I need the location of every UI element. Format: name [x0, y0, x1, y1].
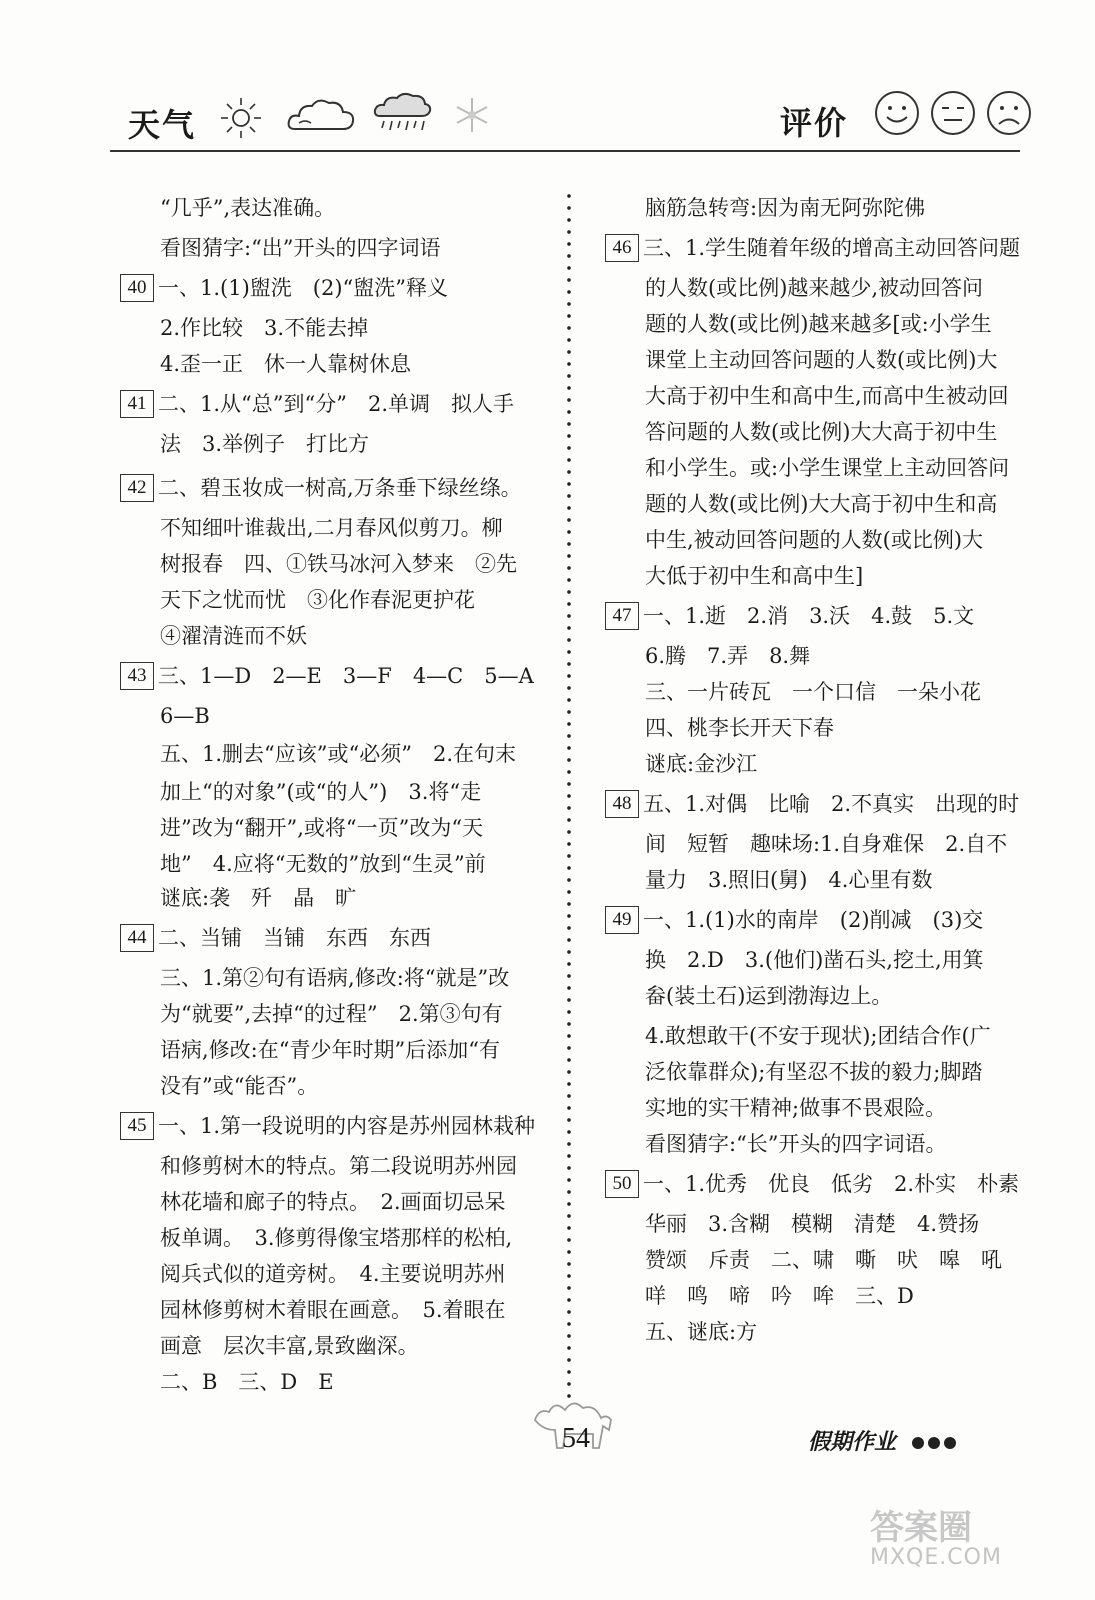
question-number-box: 42 — [120, 474, 154, 502]
question-number-box: 49 — [605, 906, 639, 934]
answer-line: “几乎”,表达准确。 — [160, 196, 336, 220]
answer-line: 4.歪一正 休一人靠树休息 — [160, 352, 412, 376]
question-48 — [605, 786, 1019, 822]
answer-line: 二、当铺 当铺 东西 东西 — [158, 926, 431, 950]
answer-line: 五、1.删去“应该”或“必须” 2.在句末 — [160, 742, 517, 766]
sad-face-icon[interactable] — [984, 88, 1034, 138]
answer-line: ④濯清涟而不妖 — [160, 624, 307, 648]
answer-line: 和小学生。或:小学生课堂上主动回答问 — [645, 456, 1010, 480]
answer-line: 三、1.第②句有语病,修改:将“就是”改 — [160, 966, 510, 990]
question-number-box: 40 — [120, 274, 154, 302]
question-45 — [120, 1108, 535, 1144]
column-divider — [567, 190, 571, 1400]
answer-line: 进”改为“翻开”,或将“一页”改为“天 — [160, 816, 484, 840]
answer-line: 语病,修改:在“青少年时期”后添加“有 — [160, 1038, 500, 1062]
answer-line: 间 短暂 趣味场:1.自身难保 2.自不 — [645, 832, 1008, 856]
cloud-icon — [285, 93, 357, 139]
answer-line: 板单调。 3.修剪得像宝塔那样的松柏, — [160, 1226, 513, 1250]
question-number-box: 45 — [120, 1112, 154, 1140]
rain-cloud-icon — [372, 90, 432, 140]
answer-line: 阅兵式似的道旁树。 4.主要说明苏州 — [160, 1262, 506, 1286]
answer-line: 不知细叶谁裁出,二月春风似剪刀。柳 — [160, 516, 503, 540]
answer-line: 看图猜字:“长”开头的四字词语。 — [645, 1132, 947, 1156]
answer-line: 题的人数(或比例)大大高于初中生和高 — [645, 492, 998, 516]
answer-line: 看图猜字:“出”开头的四字词语 — [160, 236, 441, 260]
answer-line: 二、B 三、D E — [160, 1370, 334, 1394]
answer-line: 一、1.(1)盥洗 (2)“盥洗”释义 — [158, 276, 449, 300]
header-rule — [110, 150, 1020, 152]
page-header — [0, 0, 1095, 160]
answer-line: 为“就要”,去掉“的过程” 2.第③句有 — [160, 1002, 503, 1026]
answer-line: 一、1.优秀 优良 低劣 2.朴实 朴素 — [643, 1172, 1020, 1196]
watermark-text: 答案圈 — [870, 1508, 972, 1548]
answer-line: 一、1.第一段说明的内容是苏州园林栽种 — [158, 1114, 536, 1138]
answer-line: 五、谜底:方 — [645, 1320, 758, 1344]
answer-line: 课堂上主动回答问题的人数(或比例)大 — [645, 348, 998, 372]
question-46 — [605, 230, 1020, 266]
answer-line: 二、碧玉妆成一树高,万条垂下绿丝绦。 — [158, 476, 522, 500]
watermark-url: MXQE.COM — [870, 1545, 1002, 1570]
answer-line: 法 3.举例子 打比方 — [160, 432, 370, 456]
question-44 — [120, 920, 431, 956]
answer-line: 大高于初中生和高中生,而高中生被动回 — [645, 384, 1009, 408]
question-number-box: 46 — [605, 234, 639, 262]
answer-line: 画意 层次丰富,景致幽深。 — [160, 1334, 419, 1358]
answer-line: 大低于初中生和高中生] — [645, 564, 864, 588]
happy-face-icon[interactable] — [872, 88, 922, 138]
answer-line: 加上“的对象”(或“的人”) 3.将“走 — [160, 780, 482, 804]
answer-line: 实地的实干精神;做事不畏艰险。 — [645, 1096, 947, 1120]
answer-line: 量力 3.照旧(舅) 4.心里有数 — [645, 868, 933, 892]
neutral-face-icon[interactable] — [928, 88, 978, 138]
question-43 — [120, 658, 534, 694]
answer-line: 4.敢想敢干(不安于现状);团结合作(广 — [645, 1024, 991, 1048]
answer-line: 畚(装土石)运到渤海边上。 — [645, 984, 893, 1008]
question-number-box: 50 — [605, 1170, 639, 1198]
answer-line: 二、1.从“总”到“分” 2.单调 拟人手 — [158, 392, 515, 416]
question-number-box: 48 — [605, 790, 639, 818]
answer-line: 五、1.对偶 比喻 2.不真实 出现的时 — [643, 792, 1020, 816]
page-number: 54 — [562, 1423, 590, 1454]
answer-line: 一、1.(1)水的南岸 (2)削减 (3)交 — [643, 908, 984, 932]
answer-line: 林花墙和廊子的特点。 2.画面切忌呆 — [160, 1190, 506, 1214]
answer-line: 三、1.学生随着年级的增高主动回答问题 — [643, 236, 1021, 260]
answer-line: 地” 4.应将“无数的”放到“生灵”前 — [160, 852, 486, 876]
question-42 — [120, 470, 522, 506]
answer-line: 脑筋急转弯:因为南无阿弥陀佛 — [645, 196, 926, 220]
answer-line: 谜底:袭 歼 晶 旷 — [160, 886, 357, 910]
answer-line: 和修剪树木的特点。第二段说明苏州园 — [160, 1154, 517, 1178]
question-number-box: 41 — [120, 390, 154, 418]
weather-label: 天气 — [128, 106, 197, 144]
answer-line: 谜底:金沙江 — [645, 752, 758, 776]
question-47 — [605, 598, 974, 634]
series-title-text: 假期作业 — [808, 1429, 897, 1455]
answer-line: 2.作比较 3.不能去掉 — [160, 316, 369, 340]
answer-line: 咩 鸣 啼 吟 哞 三、D — [645, 1284, 914, 1308]
answer-line: 天下之忧而忧 ③化作春泥更护花 — [160, 588, 475, 612]
dots-decoration — [908, 1429, 956, 1455]
question-49 — [605, 902, 983, 938]
series-title — [808, 1425, 956, 1456]
snowflake-icon — [452, 95, 492, 135]
evaluation-label: 评价 — [780, 104, 849, 142]
question-50 — [605, 1166, 1019, 1202]
answer-line: 树报春 四、①铁马冰河入梦来 ②先 — [160, 552, 517, 576]
answer-line: 6.腾 7.弄 8.舞 — [645, 644, 811, 668]
answer-line: 四、桃李长开天下春 — [645, 716, 834, 740]
answer-line: 答问题的人数(或比例)大大高于初中生 — [645, 420, 998, 444]
answer-line: 三、一片砖瓦 一个口信 一朵小花 — [645, 680, 981, 704]
question-41 — [120, 386, 514, 422]
answer-line: 的人数(或比例)越来越少,被动回答问 — [645, 276, 984, 300]
answer-line: 中生,被动回答问题的人数(或比例)大 — [645, 528, 984, 552]
answer-line: 一、1.逝 2.消 3.沃 4.鼓 5.文 — [643, 604, 975, 628]
answer-line: 三、1—D 2—E 3—F 4—C 5—A — [158, 664, 534, 688]
answer-line: 园林修剪树木着眼在画意。 5.着眼在 — [160, 1298, 506, 1322]
question-40 — [120, 270, 448, 306]
answer-line: 6—B — [160, 704, 210, 728]
answer-line: 华丽 3.含糊 模糊 清楚 4.赞扬 — [645, 1212, 980, 1236]
answer-line: 没有”或“能否”。 — [160, 1074, 319, 1098]
answer-line: 泛依靠群众);有坚忍不拔的毅力;脚踏 — [645, 1060, 983, 1084]
sun-icon — [218, 95, 264, 141]
answer-line: 换 2.D 3.(他们)凿石头,挖土,用箕 — [645, 948, 984, 972]
question-number-box: 47 — [605, 602, 639, 630]
answer-line: 赞颂 斥责 二、啸 嘶 吠 嗥 吼 — [645, 1248, 1002, 1272]
question-number-box: 43 — [120, 662, 154, 690]
answer-line: 题的人数(或比例)越来越多[或:小学生 — [645, 312, 992, 336]
question-number-box: 44 — [120, 924, 154, 952]
